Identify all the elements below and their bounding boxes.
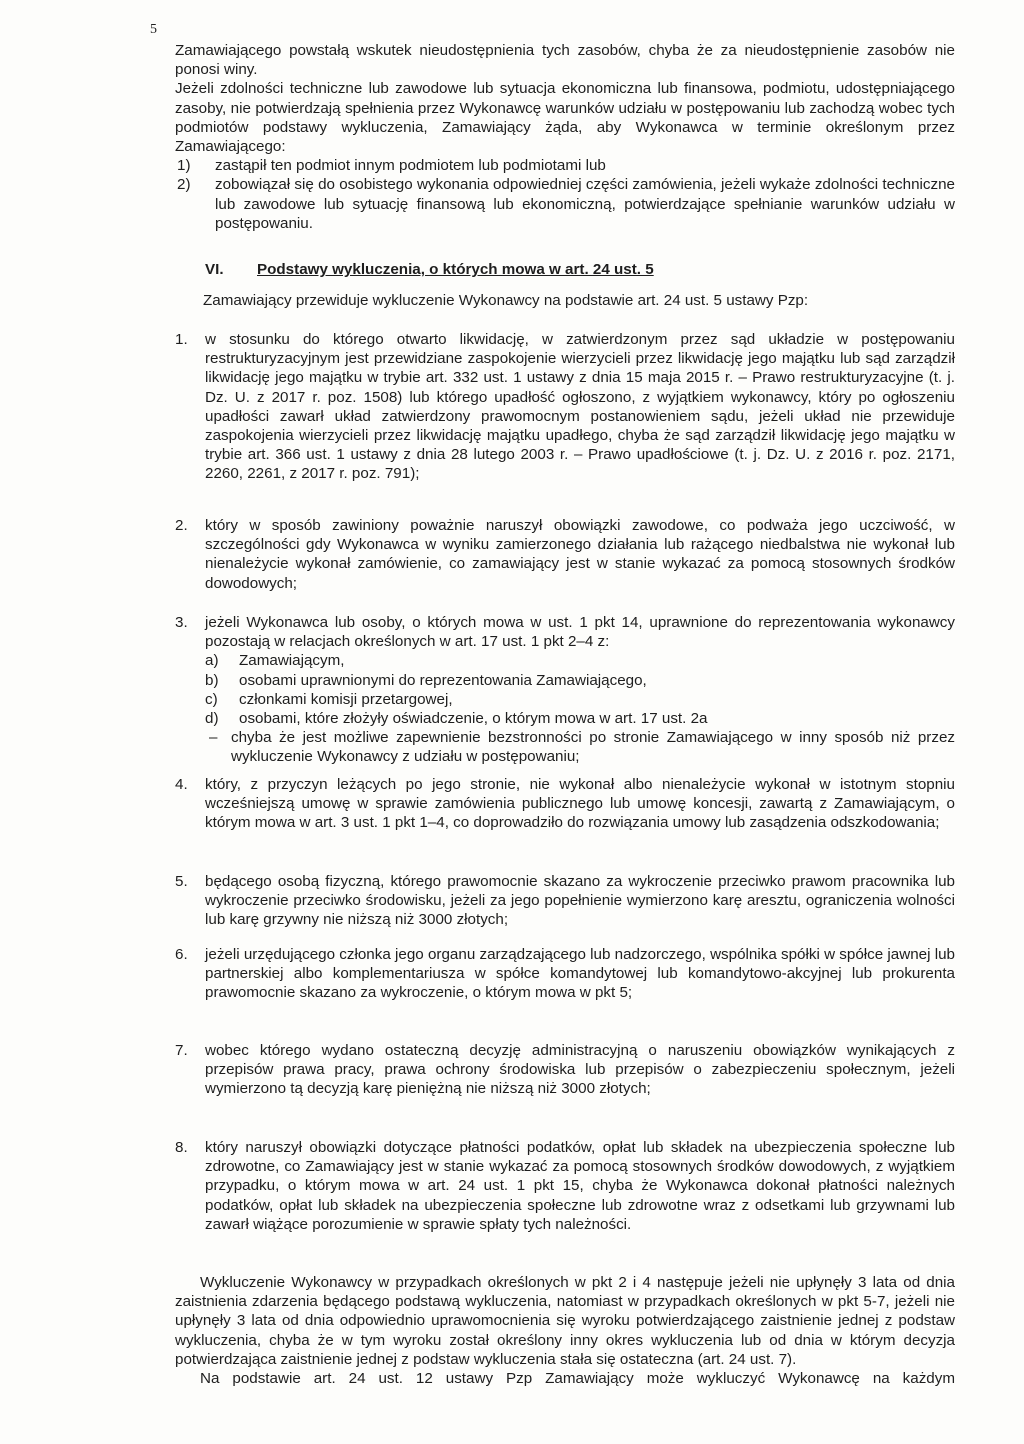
list-marker: 1) bbox=[177, 157, 191, 175]
item-number: 5. bbox=[175, 873, 188, 890]
item-text: w stosunku do którego otwarto likwidację, w zatwierdzonym przez sąd układzie w postępowaniu restrukturyzacyjnym jest przewidziane zaspokojenie wierzycieli przez likwidację jego majątku lub sąd zarządził likwidację jego majątku w trybie art. 332 ust. 1 ustawy z dnia 15 maja 2015 r. – Prawo restrukturyzacyjne (t. j. Dz. U. z 2017 r. poz. 1508) lub którego upadłość ogłoszono, z wyjątkiem wykonawcy, który po ogłoszeniu upadłości zawarł układ zatwierdzony prawomocnym postanowieniem sądu, jeżeli układ nie przewiduje zaspokojenia wierzycieli przez likwidację majątku upadłego, chyba że sąd zarządził likwidację jego majątku w trybie art. 366 ust. 1 ustawy z dnia 28 lutego 2003 r. – Prawo upadłościowe (t. j. Dz. U. z 2016 r. poz. 2171, 2260, 2261, z 2017 r. poz. 791); bbox=[205, 331, 955, 483]
item-text: będącego osobą fizyczną, którego prawomocnie skazano za wykroczenie przeciwko prawom pracownika lub wykroczenie przeciwko środowisku, jeżeli za jego popełnienie wymierzono karę aresztu, ograniczenia wolności lub karę grzywny nie niższą niż 3000 złotych; bbox=[205, 873, 955, 929]
intro-block bbox=[175, 41, 955, 233]
list-item bbox=[175, 330, 955, 484]
page-number: 5 bbox=[150, 22, 157, 37]
item-text: jeżeli urzędującego członka jego organu zarządzającego lub nadzorczego, wspólnika spółki w spółce jawnej lub partnerskiej albo komplementariusza w spółce komandytowej lub komandytowo-akcyjnej lub prokurenta prawomocnie skazano za wykroczenie, o którym mowa w pkt 5; bbox=[205, 946, 955, 1002]
sub-item bbox=[205, 709, 955, 728]
sub-marker: b) bbox=[205, 671, 219, 689]
section-title: Podstawy wykluczenia, o których mowa w art. 24 ust. 5 bbox=[257, 261, 654, 278]
sub-text: Zamawiającym, bbox=[239, 652, 345, 670]
list-item bbox=[175, 175, 955, 233]
section-number: VI. bbox=[205, 261, 224, 278]
list-item bbox=[175, 945, 955, 1003]
list-item bbox=[175, 872, 955, 930]
closing-block bbox=[175, 1273, 955, 1388]
list-marker: 2) bbox=[177, 176, 191, 194]
section-intro: Zamawiający przewiduje wykluczenie Wykonawcy na podstawie art. 24 ust. 5 ustawy Pzp: bbox=[203, 292, 809, 309]
item-number: 1. bbox=[175, 331, 188, 348]
sub-item bbox=[205, 671, 955, 690]
item-number: 2. bbox=[175, 517, 188, 534]
list-item bbox=[175, 1138, 955, 1234]
list-item bbox=[175, 156, 955, 175]
sub-text: osobami uprawnionymi do reprezentowania Zamawiającego, bbox=[239, 671, 647, 689]
item-number: 4. bbox=[175, 776, 188, 793]
list-item bbox=[175, 775, 955, 833]
item-number: 7. bbox=[175, 1042, 188, 1059]
item-number: 8. bbox=[175, 1139, 188, 1156]
sub-text: osobami, które złożyły oświadczenie, o którym mowa w art. 17 ust. 2a bbox=[239, 710, 708, 728]
list-item bbox=[175, 1041, 955, 1099]
paragraph: Jeżeli zdolności techniczne lub zawodowe lub sytuacja ekonomiczna lub finansowa, podmiotu, udostępniającego zasoby, nie potwierdzają spełnienia przez Wykonawcę warunków udziału w postępowaniu lub zachodzą wobec tych podmiotów podstawy wykluczenia, Zamawiający żąda, aby Wykonawca w terminie określonym przez Zamawiającego: bbox=[175, 80, 955, 156]
list-item-text: zastąpił ten podmiot innym podmiotem lub podmiotami lub bbox=[215, 157, 606, 175]
sub-marker: a) bbox=[205, 652, 219, 670]
continuation-text: chyba że jest możliwe zapewnienie bezstronności po stronie Zamawiającego w inny sposób niż przez wykluczenie Wykonawcy z udziału w postępowaniu; bbox=[231, 729, 955, 766]
item-number: 3. bbox=[175, 614, 188, 631]
sub-item bbox=[205, 651, 955, 670]
list-item-text: zobowiązał się do osobistego wykonania odpowiedniej części zamówienia, jeżeli wykaże zdolności techniczne lub zawodowe lub sytuację finansową lub ekonomiczną, potwierdzające spełnianie warunków udziału w postępowaniu. bbox=[215, 176, 955, 232]
sub-text: członkami komisji przetargowej, bbox=[239, 690, 453, 708]
paragraph: Zamawiającego powstałą wskutek nieudostępnienia tych zasobów, chyba że za nieudostępnienie zasobów nie ponosi winy. bbox=[175, 42, 955, 79]
list-item bbox=[175, 516, 955, 593]
dash-marker: – bbox=[209, 729, 218, 747]
closing-paragraph: Wykluczenie Wykonawcy w przypadkach określonych w pkt 2 i 4 następuje jeżeli nie upłynęły 3 lata od dnia zaistnienia zdarzenia będącego podstawą wykluczenia, natomiast w przypadkach określonych w pkt 5-7, jeżeli nie upłynęły 3 lata od dnia odpowiednio uprawomocnienia się wyroku potwierdzającego zaistnienie jednej z podstaw wykluczenia, chyba że w tym wyroku został określony inny okres wykluczenia lub od dnia w którym decyzja potwierdzająca zaistnienie jednej z podstaw wykluczenia stała się ostateczna (art. 24 ust. 7). bbox=[175, 1274, 955, 1368]
item-text: jeżeli Wykonawca lub osoby, o których mowa w ust. 1 pkt 14, uprawnione do reprezentowania wykonawcy pozostają w relacjach określonych w art. 17 ust. 1 pkt 2–4 z: bbox=[205, 614, 955, 651]
item-text: który w sposób zawiniony poważnie naruszył obowiązki zawodowe, co podważa jego uczciwość, w szczególności gdy Wykonawca w wyniku zamierzonego działania lub rażącego niedbalstwa nie wykonał lub nienależycie wykonał zamówienie, co zamawiający jest w stanie wykazać za pomocą stosownych środków dowodowych; bbox=[205, 517, 955, 592]
item-text: wobec którego wydano ostateczną decyzję administracyjną o naruszeniu obowiązków wynikających z przepisów prawa pracy, prawa ochrony środowiska lub przepisów o zabezpieczeniu społecznym, jeżeli wymierzono tą decyzją karę pieniężną nie niższą niż 3000 złotych; bbox=[205, 1042, 955, 1098]
sub-marker: c) bbox=[205, 690, 218, 708]
closing-paragraph: Na podstawie art. 24 ust. 12 ustawy Pzp Zamawiający może wykluczyć Wykonawcę na każdym bbox=[200, 1370, 955, 1388]
item-text: który, z przyczyn leżących po jego stronie, nie wykonał albo nienależycie wykonał w istotnym stopniu wcześniejszą umowę w sprawie zamówienia publicznego lub umowę koncesji, zawartą z Zamawiającym, o którym mowa w art. 3 ust. 1 pkt 1–4, co doprowadziło do rozwiązania umowy lub zasądzenia odszkodowania; bbox=[205, 776, 955, 832]
sub-item bbox=[205, 690, 955, 709]
section-heading bbox=[205, 260, 654, 279]
item-text: który naruszył obowiązki dotyczące płatności podatków, opłat lub składek na ubezpieczenia społeczne lub zdrowotne, co Zamawiający jest w stanie wykazać za pomocą stosownych środków dowodowych, z wyjątkiem przypadku, o którym mowa w art. 24 ust. 1 pkt 15, chyba że Wykonawca dokonał płatności należnych podatków, opłat lub składek na ubezpieczenia społeczne lub zdrowotne wraz z odsetkami lub grzywnami lub zawarł wiążące porozumienie w sprawie spłaty tych należności. bbox=[205, 1139, 955, 1233]
item-number: 6. bbox=[175, 946, 188, 963]
dash-continuation bbox=[205, 728, 955, 766]
sub-marker: d) bbox=[205, 710, 219, 728]
list-item bbox=[175, 613, 955, 767]
